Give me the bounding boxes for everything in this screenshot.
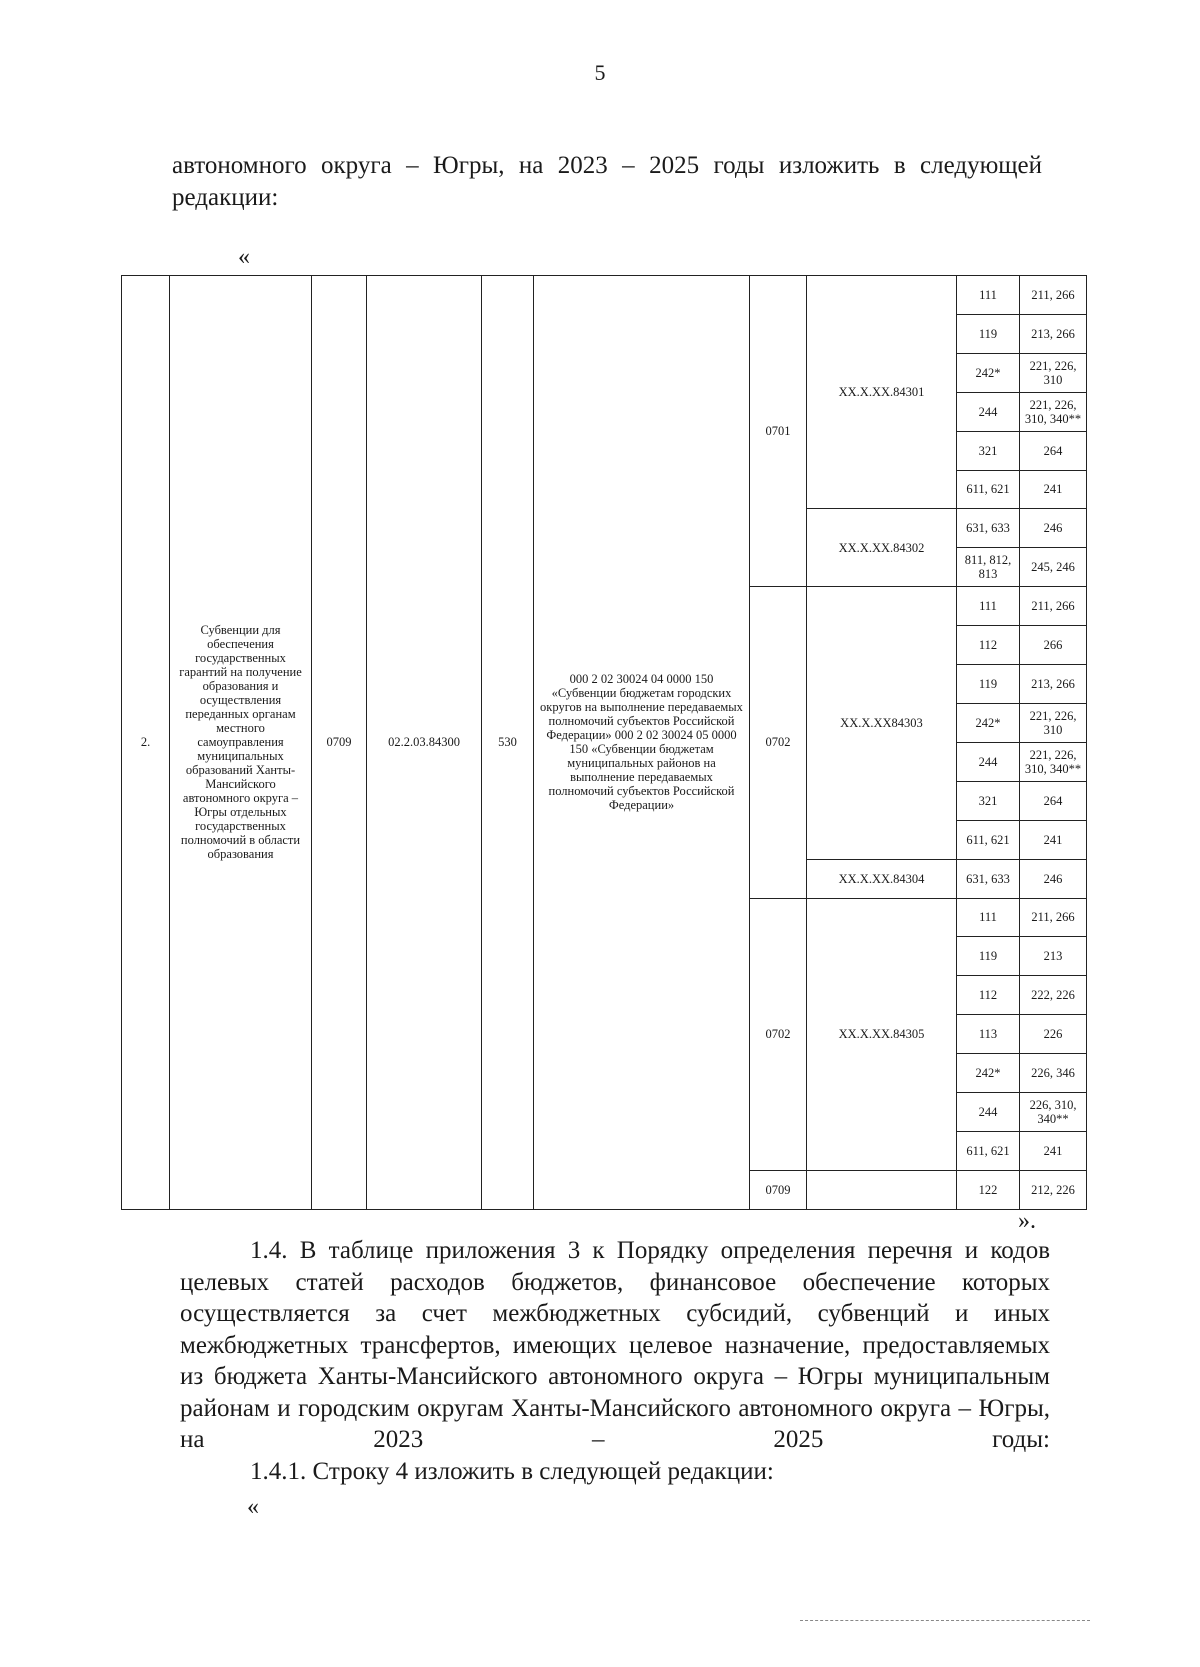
kosgu-cell: 264 [1020,781,1087,820]
expense-kind-cell: 119 [957,937,1020,976]
row-number-cell [122,276,170,1210]
name-cell [170,276,312,1210]
expense-kind-cell: 242* [957,1054,1020,1093]
kosgu-cell: 212, 226 [1020,1170,1087,1209]
text-line: предоставляемых из бюджета Ханты-Мансийского автономного [180,1331,1051,1390]
income-code-cell-text: 000 2 02 30024 04 0000 150 «Субвенции бюджетам городских округов на выполнение передаваемых полномочий субъектов Российской Федерации» 000 2 02 30024 05 0000 150 «Субвенции бюджетам муниципальных районов на выполнение передаваемых полномочий субъектов Российской Федерации» [540,672,743,813]
local-target-code-cell: XX.X.XX.84304 [807,859,957,898]
text-line: осуществляется за счет межбюджетных субсидий, субвенций и иных [180,1300,1050,1327]
row-number-cell-text: 2. [140,735,151,750]
kosgu-cell: 226, 346 [1020,1054,1087,1093]
expense-kind-cell: 242* [957,703,1020,742]
budget-codes-table [121,275,1086,1209]
kosgu-cell: 221, 226, 310 [1020,353,1087,392]
kosgu-cell: 226, 310, 340** [1020,1093,1087,1132]
intro-line: редакции: [172,184,279,211]
expense-kind-cell: 111 [957,587,1020,626]
expense-type-cell-text: 530 [498,735,517,750]
kosgu-cell: 211, 266 [1020,276,1087,315]
kosgu-cell: 221, 226, 310 [1020,703,1087,742]
expense-kind-cell: 113 [957,1015,1020,1054]
kosgu-cell: 213, 266 [1020,665,1087,704]
local-target-code-cell [807,1170,957,1209]
text-line: целевых статей расходов бюджетов, финансовое обеспечение которых [180,1268,1050,1296]
local-target-code-cell: XX.X.XX.84301 [807,276,957,509]
income-code-cell [534,276,750,1210]
expense-kind-cell: 321 [957,431,1020,470]
kosgu-cell: 241 [1020,1131,1087,1170]
local-target-code-cell: XX.X.XX84303 [807,587,957,859]
intro-line: автономного округа – Югры, на 2023 – 2025 годы изложить в следующей [172,152,1042,179]
expense-kind-cell: 119 [957,665,1020,704]
kosgu-cell: 266 [1020,626,1087,665]
kosgu-cell: 241 [1020,820,1087,859]
section-code-cell [312,276,367,1210]
kosgu-cell: 246 [1020,509,1087,548]
kosgu-cell: 241 [1020,470,1087,509]
kosgu-cell: 264 [1020,431,1087,470]
expense-kind-cell: 119 [957,314,1020,353]
closing-quote-mark: ». [1018,1208,1036,1234]
expense-kind-cell: 611, 621 [957,820,1020,859]
expense-kind-cell: 811, 812, 813 [957,548,1020,587]
expense-kind-cell: 244 [957,1093,1020,1132]
kosgu-cell: 213, 266 [1020,314,1087,353]
kosgu-cell: 221, 226, 310, 340** [1020,742,1087,781]
name-cell-text: Субвенции для обеспечения государственных гарантий на получение образования и осуществления переданных органам местного самоуправления муниципальных образований Ханты-Мансийского автономного округа – Югры отдельных государственных полномочий в области образования [179,623,302,862]
target-code-cell-text: 02.2.03.84300 [388,735,460,750]
expense-kind-cell: 631, 633 [957,859,1020,898]
page-number: 5 [594,60,606,85]
expense-kind-cell: 242* [957,353,1020,392]
section-code-cell-text: 0709 [326,735,352,750]
table-row [122,276,1087,315]
expense-type-cell [482,276,534,1210]
footer-rule [800,1620,1090,1621]
paragraph-1-4-1: 1.4.1. Строку 4 изложить в следующей редакции: [250,1457,774,1485]
text-line: Ханты-Мансийского автономного округа – Югры, на 2023 – 2025 годы: [180,1394,1051,1453]
expense-kind-cell: 111 [957,276,1020,315]
kosgu-cell: 226 [1020,1015,1087,1054]
expense-kind-cell: 244 [957,742,1020,781]
kosgu-cell: 221, 226, 310, 340** [1020,392,1087,431]
text-line: межбюджетных трансфертов, имеющих целевое назначение, [180,1331,851,1359]
paragraph-1-4 [180,1235,1050,1456]
text-line: 1.4. В таблице приложения 3 к Порядку определения перечня и кодов [250,1237,1050,1264]
local-target-code-cell: XX.X.XX.84305 [807,898,957,1170]
kosgu-cell: 211, 266 [1020,587,1087,626]
body-text [180,1235,1050,1487]
kosgu-cell: 246 [1020,859,1087,898]
expense-kind-cell: 611, 621 [957,1131,1020,1170]
subsection-code-cell: 0701 [750,276,807,587]
intro-paragraph [172,150,1042,214]
kosgu-cell: 211, 266 [1020,898,1087,937]
expense-kind-cell: 112 [957,976,1020,1015]
target-code-cell [367,276,482,1210]
opening-quote-mark: « [238,244,250,270]
kosgu-cell: 245, 246 [1020,548,1087,587]
expense-kind-cell: 244 [957,392,1020,431]
subsection-code-cell: 0702 [750,587,807,898]
expense-kind-cell: 122 [957,1170,1020,1209]
expense-kind-cell: 321 [957,781,1020,820]
opening-quote-mark: « [247,1494,259,1520]
kosgu-cell: 213 [1020,937,1087,976]
text-line: округа – Югры муниципальным районам и городским округам [180,1363,1050,1422]
subsection-code-cell: 0702 [750,898,807,1170]
expense-kind-cell: 111 [957,898,1020,937]
local-target-code-cell: XX.X.XX.84302 [807,509,957,587]
expense-kind-cell: 611, 621 [957,470,1020,509]
expense-kind-cell: 112 [957,626,1020,665]
kosgu-cell: 222, 226 [1020,976,1087,1015]
expense-kind-cell: 631, 633 [957,509,1020,548]
subsection-code-cell: 0709 [750,1170,807,1209]
